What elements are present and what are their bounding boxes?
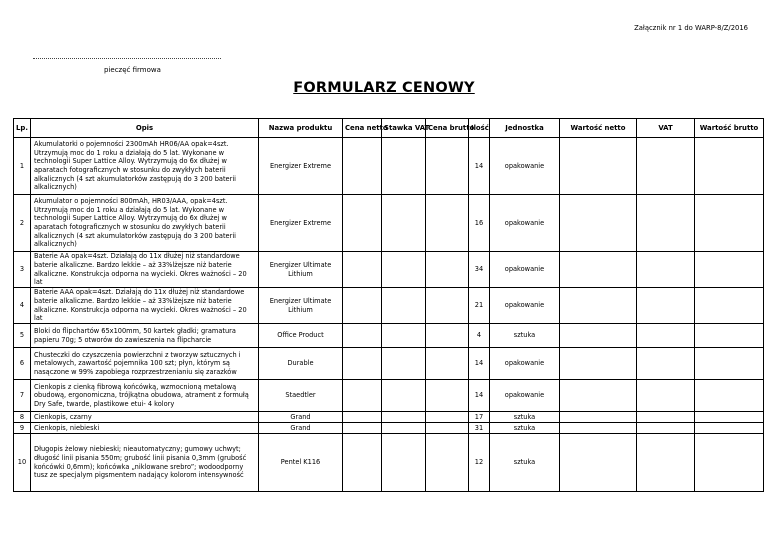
table-row (14, 434, 764, 492)
cell-description: Długopis żelowy niebieski; nieautomatyczny; gumowy uchwyt; długość linii pisania 550m; grubość linii pisania 0,3mm (grubość końcówki 0,6mm); końcówka „niklowane srebro”; wodoodporny tusz ze specjalym pigsmentem nadający kolorom intensywność (31, 434, 259, 492)
cell-unit: sztuka (490, 324, 560, 348)
cell-quantity: 14 (469, 138, 490, 195)
cell-lp: 7 (14, 380, 31, 412)
cell-gross-price[interactable] (426, 252, 469, 288)
cell-net-price[interactable] (343, 195, 382, 252)
cell-quantity: 14 (469, 348, 490, 380)
table-row (14, 348, 764, 380)
cell-description: Bloki do flipchartów 65x100mm, 50 kartek gładki; gramatura papieru 70g; 5 otworów do zawieszenia na flipcharcie (31, 324, 259, 348)
cell-gross-value[interactable] (695, 348, 764, 380)
cell-net-value[interactable] (560, 348, 637, 380)
cell-description: Cienkopis, niebieski (31, 423, 259, 434)
cell-net-price[interactable] (343, 138, 382, 195)
cell-quantity: 31 (469, 423, 490, 434)
cell-gross-value[interactable] (695, 423, 764, 434)
cell-product-name: Grand (259, 423, 343, 434)
cell-quantity: 21 (469, 288, 490, 324)
cell-product-name: Energizer Ultimate Lithium (259, 252, 343, 288)
cell-net-price[interactable] (343, 288, 382, 324)
cell-vat-rate[interactable] (382, 423, 426, 434)
col-header-net-value: Wartość netto (560, 119, 637, 138)
cell-gross-price[interactable] (426, 380, 469, 412)
cell-gross-price[interactable] (426, 412, 469, 423)
cell-unit: opakowanie (490, 380, 560, 412)
cell-gross-value[interactable] (695, 324, 764, 348)
cell-vat-rate[interactable] (382, 288, 426, 324)
cell-product-name: Durable (259, 348, 343, 380)
cell-vat[interactable] (637, 252, 695, 288)
col-header-unit: Jednostka (490, 119, 560, 138)
cell-lp: 5 (14, 324, 31, 348)
cell-net-value[interactable] (560, 324, 637, 348)
table-row (14, 288, 764, 324)
cell-unit: sztuka (490, 412, 560, 423)
cell-vat[interactable] (637, 412, 695, 423)
cell-lp: 6 (14, 348, 31, 380)
cell-description: Akumulatorki o pojemności 2300mAh HR06/AA opak=4szt. Utrzymują moc do 1 roku a działają do 5 lat. Wykonane w technologii Super Lattice Alloy. Wytrzymują do 6x dłużej w aparatach fotograficznych w stosunku do zwykłych baterii alkalicznych (4 szt akumulatorków zastępują do 3 200 baterii alkalicznych) (31, 138, 259, 195)
col-header-net-price: Cena netto (343, 119, 382, 138)
cell-net-price[interactable] (343, 412, 382, 423)
cell-description: Baterie AA opak=4szt. Działają do 11x dłużej niż standardowe baterie alkaliczne. Bardzo lekkie – aż 33%lżejsze niż baterie alkaliczne. Konstrukcja odporna na wycieki. Okres ważności – 20 lat (31, 252, 259, 288)
cell-vat-rate[interactable] (382, 434, 426, 492)
cell-vat[interactable] (637, 423, 695, 434)
cell-net-value[interactable] (560, 195, 637, 252)
cell-description: Cienkopis z cienką fibrową końcówką, wzmocnioną metalową obudową, ergonomiczna, trójkątna obudowa, atrament z formułą Dry Safe, twarde, plastikowe etui- 4 kolory (31, 380, 259, 412)
cell-product-name: Energizer Extreme (259, 195, 343, 252)
cell-vat[interactable] (637, 195, 695, 252)
col-header-vat: VAT (637, 119, 695, 138)
cell-product-name: Energizer Extreme (259, 138, 343, 195)
cell-gross-price[interactable] (426, 348, 469, 380)
cell-description: Chusteczki do czyszczenia powierzchni z tworzyw sztucznych i metalowych, zawartość pojemnika 100 szt; płyn, którym są nasączone w 99% zapobiega rozprzestrzenianiu się zarazków (31, 348, 259, 380)
table-row (14, 252, 764, 288)
cell-net-price[interactable] (343, 434, 382, 492)
cell-description: Akumulator o pojemności 800mAh, HR03/AAA, opak=4szt. Utrzymują moc do 1 roku a działają do 5 lat. Wykonane w technologii Super Lattice Alloy. Wytrzymują do 6x dłużej w aparatach fotograficznych w stosunku do zwykłych baterii alkalicznych (4 szt akumulatorków zastępują do 3 200 baterii alkalicznych) (31, 195, 259, 252)
cell-gross-value[interactable] (695, 138, 764, 195)
cell-quantity: 17 (469, 412, 490, 423)
table-row (14, 412, 764, 423)
cell-vat-rate[interactable] (382, 348, 426, 380)
cell-quantity: 4 (469, 324, 490, 348)
cell-vat-rate[interactable] (382, 252, 426, 288)
cell-vat-rate[interactable] (382, 412, 426, 423)
cell-gross-price[interactable] (426, 195, 469, 252)
cell-lp: 9 (14, 423, 31, 434)
cell-vat[interactable] (637, 348, 695, 380)
cell-net-value[interactable] (560, 252, 637, 288)
cell-unit: opakowanie (490, 288, 560, 324)
cell-net-value[interactable] (560, 423, 637, 434)
cell-quantity: 14 (469, 380, 490, 412)
page-title: FORMULARZ CENOWY (293, 80, 475, 96)
cell-vat-rate[interactable] (382, 324, 426, 348)
cell-vat[interactable] (637, 324, 695, 348)
cell-vat-rate[interactable] (382, 195, 426, 252)
table-row (14, 195, 764, 252)
table-header-row (14, 119, 764, 138)
cell-unit: opakowanie (490, 252, 560, 288)
col-header-product-name: Nazwa produktu (259, 119, 343, 138)
annex-reference: Załącznik nr 1 do WARP-8/Z/2016 (634, 24, 748, 32)
cell-product-name: Staedtler (259, 380, 343, 412)
cell-net-price[interactable] (343, 348, 382, 380)
cell-gross-value[interactable] (695, 380, 764, 412)
cell-quantity: 12 (469, 434, 490, 492)
cell-lp: 10 (14, 434, 31, 492)
col-header-lp: Lp. (14, 119, 31, 138)
cell-unit: opakowanie (490, 138, 560, 195)
col-header-gross-price: Cena brutto (426, 119, 469, 138)
cell-net-price[interactable] (343, 252, 382, 288)
cell-gross-value[interactable] (695, 434, 764, 492)
price-table (13, 118, 764, 492)
col-header-quantity: Ilość (469, 119, 490, 138)
cell-gross-value[interactable] (695, 252, 764, 288)
cell-product-name: Office Product (259, 324, 343, 348)
cell-net-value[interactable] (560, 434, 637, 492)
cell-vat[interactable] (637, 138, 695, 195)
cell-vat-rate[interactable] (382, 138, 426, 195)
cell-lp: 8 (14, 412, 31, 423)
cell-gross-value[interactable] (695, 288, 764, 324)
cell-product-name: Pentel K116 (259, 434, 343, 492)
stamp-label: pieczęć firmowa (104, 66, 161, 74)
table-row (14, 324, 764, 348)
cell-net-value[interactable] (560, 138, 637, 195)
cell-net-price[interactable] (343, 423, 382, 434)
col-header-vat-rate: Stawka VAT (382, 119, 426, 138)
cell-vat[interactable] (637, 434, 695, 492)
cell-vat[interactable] (637, 288, 695, 324)
cell-gross-price[interactable] (426, 434, 469, 492)
cell-lp: 2 (14, 195, 31, 252)
col-header-gross-value: Wartość brutto (695, 119, 764, 138)
cell-lp: 3 (14, 252, 31, 288)
cell-gross-price[interactable] (426, 423, 469, 434)
cell-unit: sztuka (490, 423, 560, 434)
table-row (14, 380, 764, 412)
cell-lp: 1 (14, 138, 31, 195)
cell-quantity: 16 (469, 195, 490, 252)
table-row (14, 138, 764, 195)
cell-net-price[interactable] (343, 380, 382, 412)
cell-gross-price[interactable] (426, 324, 469, 348)
cell-product-name: Energizer Ultimate Lithium (259, 288, 343, 324)
col-header-description: Opis (31, 119, 259, 138)
cell-description: Cienkopis, czarny (31, 412, 259, 423)
cell-net-value[interactable] (560, 412, 637, 423)
stamp-signature-line (33, 58, 221, 59)
cell-unit: opakowanie (490, 195, 560, 252)
table-row (14, 423, 764, 434)
cell-product-name: Grand (259, 412, 343, 423)
cell-gross-price[interactable] (426, 288, 469, 324)
cell-unit: opakowanie (490, 348, 560, 380)
cell-vat-rate[interactable] (382, 380, 426, 412)
cell-gross-price[interactable] (426, 138, 469, 195)
cell-description: Baterie AAA opak=4szt. Działają do 11x dłużej niż standardowe baterie alkaliczne. Bardzo lekkie – aż 33%lżejsze niż baterie alkaliczne. Konstrukcja odporna na wycieki. Okres ważności – 20 lat (31, 288, 259, 324)
cell-net-value[interactable] (560, 288, 637, 324)
cell-vat[interactable] (637, 380, 695, 412)
cell-gross-value[interactable] (695, 195, 764, 252)
cell-quantity: 34 (469, 252, 490, 288)
cell-net-value[interactable] (560, 380, 637, 412)
cell-lp: 4 (14, 288, 31, 324)
cell-gross-value[interactable] (695, 412, 764, 423)
cell-net-price[interactable] (343, 324, 382, 348)
cell-unit: sztuka (490, 434, 560, 492)
